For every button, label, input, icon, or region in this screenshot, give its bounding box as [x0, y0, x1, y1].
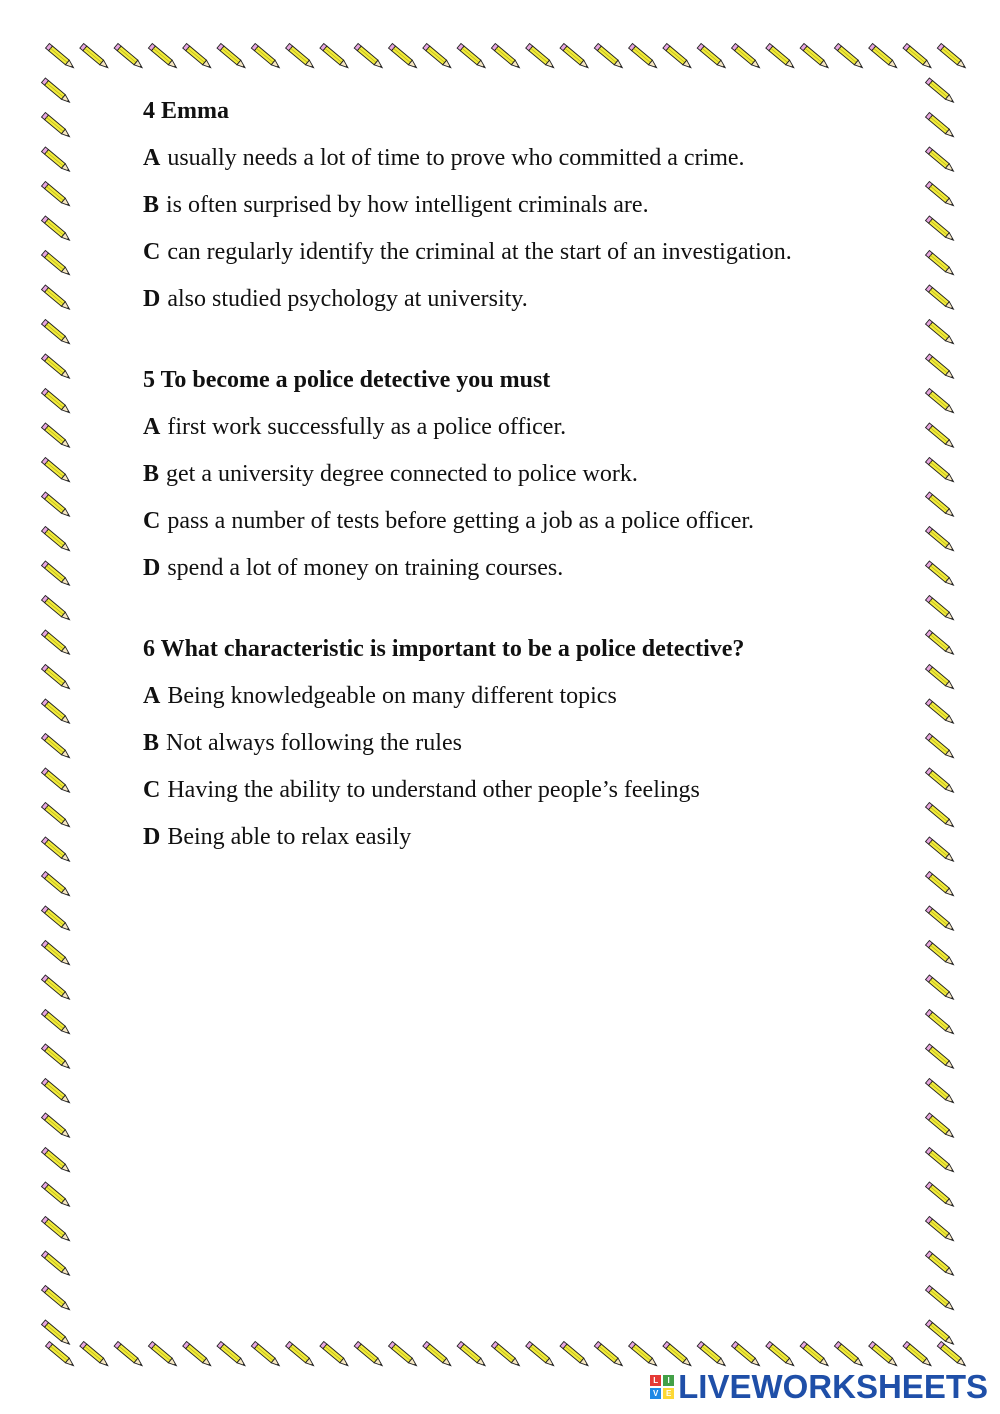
pencil-icon: [42, 595, 72, 621]
pencil-icon: [926, 837, 956, 863]
pencil-icon: [926, 561, 956, 587]
question-title: 5 To become a police detective you must: [143, 367, 551, 393]
pencil-icon: [926, 423, 956, 449]
pencil-icon: [834, 43, 864, 69]
option-letter: B: [143, 461, 160, 487]
pencil-icon: [457, 1341, 487, 1367]
pencil-icon: [354, 43, 384, 69]
option-letter: A: [143, 414, 161, 440]
pencil-icon: [869, 43, 899, 69]
pencil-icon: [926, 147, 956, 173]
option-d[interactable]: [143, 820, 923, 855]
pencil-icon: [42, 630, 72, 656]
option-letter: B: [143, 730, 160, 756]
pencil-icon: [766, 1341, 796, 1367]
pencil-icon: [42, 1044, 72, 1070]
pencil-icon: [42, 1285, 72, 1311]
pencil-icon: [937, 43, 967, 69]
pencil-icon: [42, 181, 72, 207]
pencil-icon: [926, 216, 956, 242]
pencil-icon: [926, 354, 956, 380]
pencil-icon: [926, 630, 956, 656]
pencil-icon: [560, 1341, 590, 1367]
option-text: spend a lot of money on training courses.: [167, 555, 564, 581]
pencil-icon: [42, 354, 72, 380]
pencil-icon: [320, 43, 350, 69]
question-title: 6 What characteristic is important to be a police detective?: [143, 636, 745, 662]
option-letter: D: [143, 824, 161, 850]
pencil-icon: [869, 1341, 899, 1367]
pencil-icon: [926, 1147, 956, 1173]
pencil-icon: [594, 1341, 624, 1367]
pencil-icon: [526, 1341, 556, 1367]
pencil-icon: [42, 699, 72, 725]
pencil-icon: [286, 1341, 316, 1367]
option-text: usually needs a lot of time to prove who committed a crime.: [167, 145, 745, 171]
pencil-icon: [926, 975, 956, 1001]
option-letter: C: [143, 239, 161, 265]
pencil-icon: [42, 906, 72, 932]
option-b[interactable]: [143, 457, 923, 492]
pencil-icon: [42, 216, 72, 242]
pencil-icon: [42, 664, 72, 690]
option-text: is often surprised by how intelligent criminals are.: [166, 192, 649, 218]
pencil-icon: [389, 1341, 419, 1367]
pencil-icon: [251, 43, 281, 69]
pencil-icon: [42, 423, 72, 449]
pencil-icon: [800, 1341, 830, 1367]
pencil-icon: [526, 43, 556, 69]
logo-letter: E: [663, 1388, 674, 1399]
pencil-icon: [423, 1341, 453, 1367]
pencil-icon: [354, 1341, 384, 1367]
pencil-icon: [926, 388, 956, 414]
option-text: Being knowledgeable on many different topics: [167, 683, 617, 709]
pencil-icon: [926, 664, 956, 690]
option-letter: D: [143, 286, 161, 312]
pencil-icon: [423, 43, 453, 69]
watermark-text: LIVEWORKSHEETS: [678, 1368, 988, 1405]
pencil-icon: [42, 1251, 72, 1277]
option-text: Having the ability to understand other people’s feelings: [167, 777, 700, 803]
pencil-icon: [42, 837, 72, 863]
pencil-icon: [42, 561, 72, 587]
option-c[interactable]: [143, 235, 923, 270]
pencil-icon: [42, 78, 72, 104]
logo-letter: V: [650, 1388, 661, 1399]
option-b[interactable]: [143, 726, 923, 761]
option-text: also studied psychology at university.: [167, 286, 528, 312]
pencil-icon: [926, 1113, 956, 1139]
option-text: get a university degree connected to police work.: [166, 461, 638, 487]
pencil-icon: [629, 1341, 659, 1367]
pencil-icon: [42, 1216, 72, 1242]
pencil-icon: [926, 285, 956, 311]
pencil-icon: [183, 43, 213, 69]
option-text: pass a number of tests before getting a job as a police officer.: [167, 508, 755, 534]
pencil-icon: [732, 1341, 762, 1367]
pencil-icon: [42, 319, 72, 345]
pencil-icon: [42, 1078, 72, 1104]
pencil-icon: [183, 1341, 213, 1367]
pencil-icon: [42, 457, 72, 483]
pencil-icon: [697, 43, 727, 69]
pencil-icon: [926, 1078, 956, 1104]
pencil-icon: [926, 1182, 956, 1208]
pencil-icon: [42, 871, 72, 897]
pencil-icon: [42, 975, 72, 1001]
pencil-icon: [800, 43, 830, 69]
option-a[interactable]: [143, 679, 923, 714]
logo-letter: I: [663, 1375, 674, 1386]
question-6: [143, 632, 923, 855]
option-a[interactable]: [143, 410, 923, 445]
pencil-icon: [80, 1341, 110, 1367]
pencil-icon: [457, 43, 487, 69]
pencil-icon: [594, 43, 624, 69]
pencil-icon: [42, 250, 72, 276]
pencil-icon: [114, 43, 144, 69]
pencil-icon: [834, 1341, 864, 1367]
pencil-icon: [42, 1182, 72, 1208]
option-text: Not always following the rules: [166, 730, 462, 756]
pencil-icon: [926, 1251, 956, 1277]
option-letter: A: [143, 145, 161, 171]
pencil-icon: [42, 526, 72, 552]
pencil-icon: [926, 492, 956, 518]
option-text: first work successfully as a police officer.: [167, 414, 567, 440]
pencil-icon: [42, 112, 72, 138]
pencil-icon: [926, 871, 956, 897]
pencil-icon: [389, 43, 419, 69]
pencil-icon: [491, 43, 521, 69]
pencil-icon: [46, 1341, 76, 1367]
pencil-icon: [926, 906, 956, 932]
pencil-icon: [926, 526, 956, 552]
pencil-icon: [629, 43, 659, 69]
pencil-icon: [697, 1341, 727, 1367]
pencil-icon: [926, 802, 956, 828]
pencil-icon: [926, 250, 956, 276]
pencil-icon: [80, 43, 110, 69]
pencil-icon: [926, 1285, 956, 1311]
pencil-icon: [663, 1341, 693, 1367]
logo-letter: L: [650, 1375, 661, 1386]
liveworksheets-watermark: [650, 1368, 988, 1406]
pencil-icon: [926, 181, 956, 207]
pencil-icon: [42, 768, 72, 794]
option-letter: A: [143, 683, 161, 709]
pencil-icon: [766, 43, 796, 69]
option-letter: B: [143, 192, 160, 218]
pencil-icon: [42, 1009, 72, 1035]
pencil-icon: [114, 1341, 144, 1367]
pencil-icon: [148, 1341, 178, 1367]
pencil-icon: [926, 768, 956, 794]
pencil-icon: [926, 595, 956, 621]
pencil-icon: [560, 43, 590, 69]
option-d[interactable]: [143, 551, 923, 586]
pencil-icon: [42, 1320, 72, 1346]
pencil-icon: [926, 1044, 956, 1070]
option-d[interactable]: [143, 282, 923, 317]
pencil-icon: [320, 1341, 350, 1367]
option-c[interactable]: [143, 504, 923, 539]
worksheet-content: [143, 94, 923, 901]
pencil-icon: [42, 492, 72, 518]
pencil-icon: [42, 285, 72, 311]
pencil-icon: [903, 1341, 933, 1367]
question-5: [143, 363, 923, 586]
pencil-icon: [903, 43, 933, 69]
option-text: Being able to relax easily: [167, 824, 412, 850]
pencil-icon: [251, 1341, 281, 1367]
pencil-icon: [286, 43, 316, 69]
pencil-icon: [926, 78, 956, 104]
pencil-icon: [42, 147, 72, 173]
pencil-icon: [42, 802, 72, 828]
pencil-icon: [46, 43, 76, 69]
question-title: 4 Emma: [143, 98, 229, 124]
pencil-icon: [42, 1147, 72, 1173]
pencil-icon: [491, 1341, 521, 1367]
pencil-icon: [42, 388, 72, 414]
option-a[interactable]: [143, 141, 923, 176]
pencil-icon: [926, 319, 956, 345]
pencil-icon: [926, 940, 956, 966]
pencil-icon: [42, 733, 72, 759]
pencil-icon: [217, 43, 247, 69]
option-letter: C: [143, 508, 161, 534]
option-letter: C: [143, 777, 161, 803]
option-b[interactable]: [143, 188, 923, 223]
pencil-icon: [148, 43, 178, 69]
pencil-icon: [926, 699, 956, 725]
question-4: [143, 94, 923, 317]
pencil-icon: [42, 1113, 72, 1139]
pencil-icon: [217, 1341, 247, 1367]
option-c[interactable]: [143, 773, 923, 808]
option-letter: D: [143, 555, 161, 581]
pencil-icon: [926, 457, 956, 483]
pencil-icon: [926, 112, 956, 138]
pencil-icon: [732, 43, 762, 69]
option-text: can regularly identify the criminal at the start of an investigation.: [167, 239, 792, 265]
pencil-icon: [926, 1216, 956, 1242]
pencil-icon: [663, 43, 693, 69]
pencil-icon: [937, 1341, 967, 1367]
pencil-icon: [926, 1009, 956, 1035]
liveworksheets-logo-icon: [650, 1375, 674, 1399]
pencil-icon: [42, 940, 72, 966]
pencil-icon: [926, 733, 956, 759]
